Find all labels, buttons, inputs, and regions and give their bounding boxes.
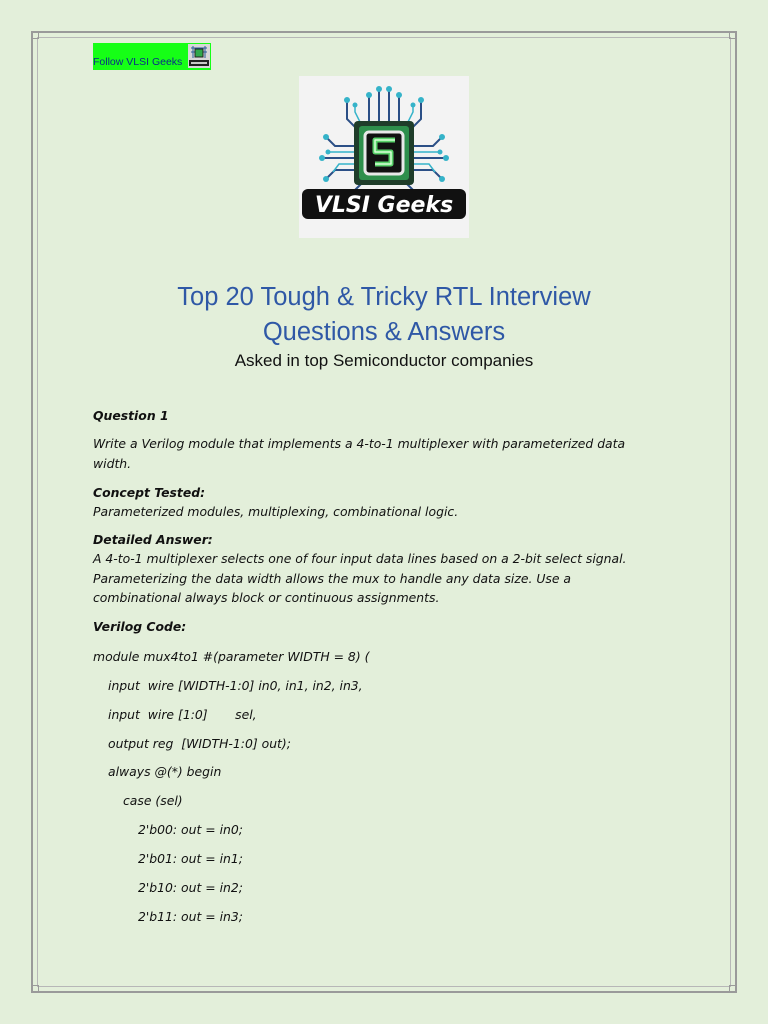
border-corner xyxy=(31,985,39,993)
border-corner xyxy=(31,31,39,39)
answer-text: A 4-to-1 multiplexer selects one of four input data lines based on a 2-bit select signal. xyxy=(93,551,627,566)
title-line-2: Questions & Answers xyxy=(262,318,506,346)
vlsi-geeks-logo xyxy=(299,76,469,238)
code-line: input wire [WIDTH-1:0] in0, in1, in2, in3, xyxy=(108,678,363,693)
mini-logo-icon xyxy=(188,44,210,68)
code-line: 2'b10: out = in2; xyxy=(138,880,243,895)
follow-link[interactable]: Follow VLSI Geeks xyxy=(93,56,183,68)
question-text: width. xyxy=(93,456,132,471)
question-text: Write a Verilog module that implements a 4-to-1 multiplexer with parameterized data xyxy=(93,436,626,451)
border-corner xyxy=(729,31,737,39)
answer-text: Parameterizing the data width allows the mux to handle any data size. Use a xyxy=(93,571,572,586)
code-line: always @(*) begin xyxy=(108,764,222,779)
concept-text: Parameterized modules, multiplexing, combinational logic. xyxy=(93,504,459,519)
code-line: input wire [1:0] sel, xyxy=(108,707,257,722)
question-heading: Question 1 xyxy=(93,408,169,423)
code-line: output reg [WIDTH-1:0] out); xyxy=(108,736,291,751)
concept-heading: Concept Tested: xyxy=(93,485,206,500)
page-subtitle: Asked in top Semiconductor companies xyxy=(234,351,534,370)
code-line: case (sel) xyxy=(123,793,183,808)
answer-text: combinational always block or continuous assignments. xyxy=(93,590,440,605)
page-title xyxy=(93,280,675,350)
code-line: 2'b11: out = in3; xyxy=(138,909,243,924)
code-line: 2'b00: out = in0; xyxy=(138,822,243,837)
title-line-1: Top 20 Tough & Tricky RTL Interview xyxy=(177,283,591,311)
logo-text: VLSI Geeks xyxy=(314,193,454,218)
code-heading: Verilog Code: xyxy=(93,619,187,634)
answer-heading: Detailed Answer: xyxy=(93,532,213,547)
code-line: module mux4to1 #(parameter WIDTH = 8) ( xyxy=(93,649,370,664)
border-corner xyxy=(729,985,737,993)
code-line: 2'b01: out = in1; xyxy=(138,851,243,866)
